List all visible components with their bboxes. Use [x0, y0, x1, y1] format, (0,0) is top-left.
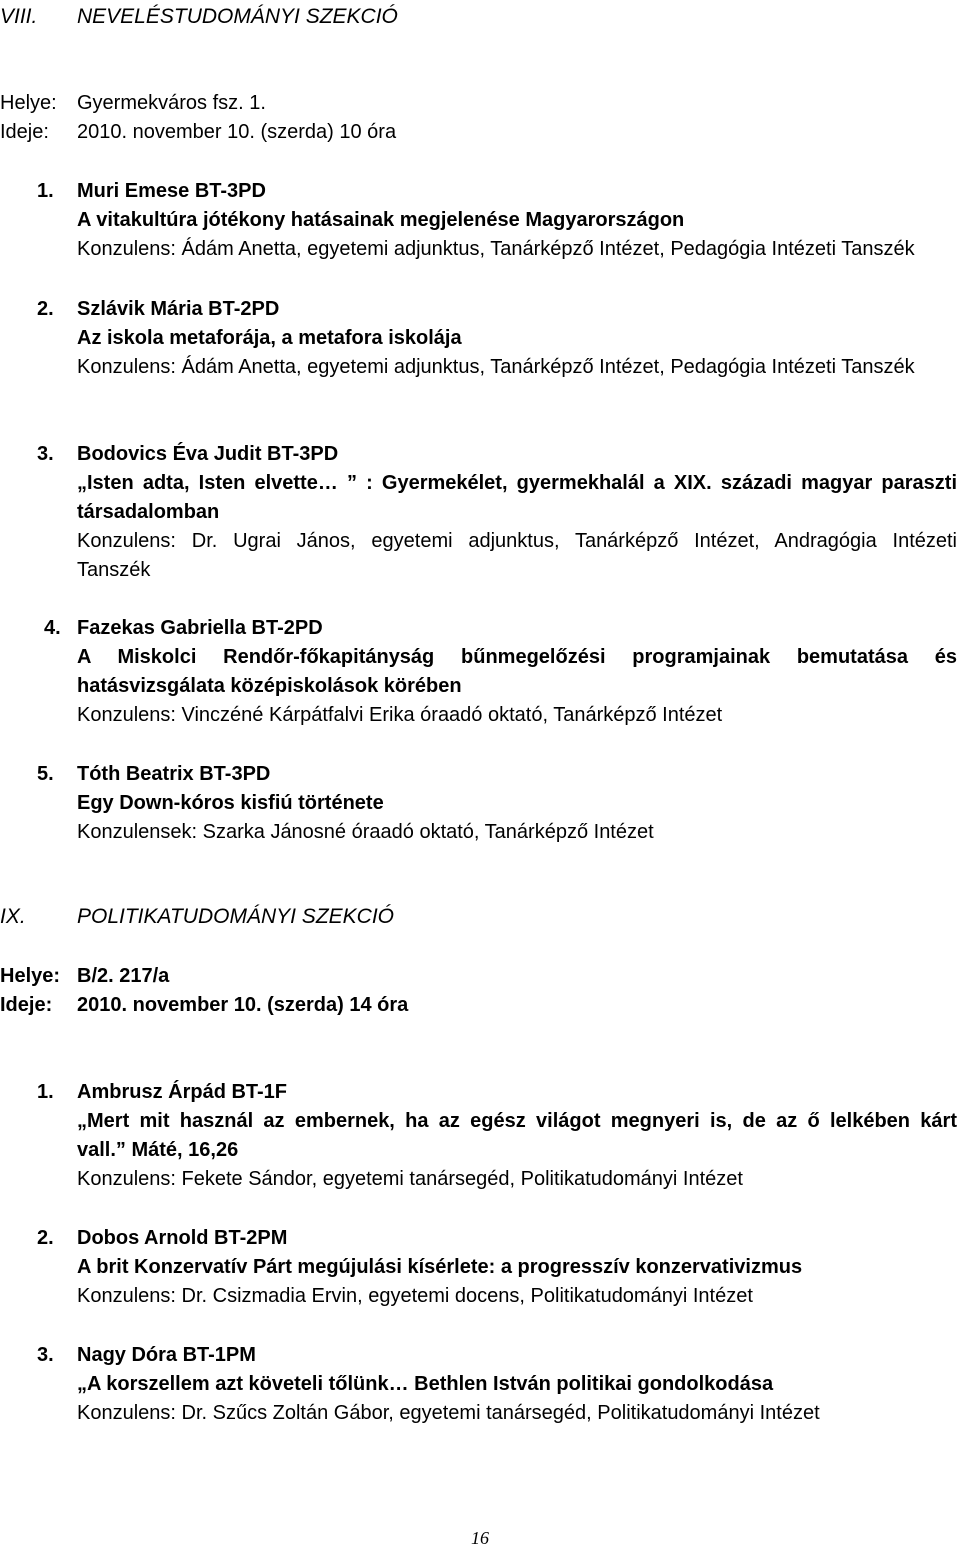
- entry-title: A brit Konzervatív Párt megújulási kísérlete: a progresszív konzervativizmus: [77, 1256, 803, 1278]
- time-label: Ideje:: [0, 121, 49, 143]
- section-number: VIII.: [0, 5, 38, 28]
- entry-title: „Isten adta, Isten elvette… ” : Gyermekélet, gyermekhalál a XIX. századi magyar paraszti: [77, 472, 957, 494]
- entry-consultant: Konzulens: Dr. Csizmadia Ervin, egyetemi docens, Politikatudományi Intézet: [77, 1285, 753, 1307]
- section-heading: [0, 2, 940, 32]
- entry-number: 1.: [37, 1081, 54, 1103]
- section-heading: [0, 902, 940, 932]
- entry-title: „Mert mit használ az embernek, ha az egész világot megnyeri is, de az ő lelkében kárt: [77, 1110, 957, 1132]
- entry-consultant-continued: Tanszék: [77, 559, 151, 581]
- entry-author: Dobos Arnold BT-2PM: [77, 1227, 288, 1249]
- entry-consultant: Konzulens: Fekete Sándor, egyetemi tanársegéd, Politikatudományi Intézet: [77, 1168, 743, 1190]
- section-title: POLITIKATUDOMÁNYI SZEKCIÓ: [77, 905, 394, 928]
- entry-title: Az iskola metaforája, a metafora iskolája: [77, 327, 462, 349]
- entry-number: 4.: [44, 617, 61, 639]
- entry-number: 3.: [37, 443, 54, 465]
- entry-number: 1.: [37, 180, 54, 202]
- entry-author: Nagy Dóra BT-1PM: [77, 1344, 256, 1366]
- page-number: 16: [471, 1528, 489, 1548]
- section-number: IX.: [0, 905, 26, 928]
- entry-consultant: Konzulens: Dr. Ugrai János, egyetemi adjunktus, Tanárképző Intézet, Andragógia Intézeti: [77, 530, 957, 552]
- entry-consultant: Konzulens: Ádám Anetta, egyetemi adjunktus, Tanárképző Intézet, Pedagógia Intézeti Tanszék: [77, 356, 915, 378]
- time-label: Ideje:: [0, 994, 53, 1016]
- entry-author: Fazekas Gabriella BT-2PD: [77, 617, 323, 639]
- entry-number: 2.: [37, 298, 54, 320]
- entry-consultant: Konzulens: Dr. Szűcs Zoltán Gábor, egyetemi tanársegéd, Politikatudományi Intézet: [77, 1402, 820, 1424]
- entry-consultant: Konzulens: Vinczéné Kárpátfalvi Erika óraadó oktató, Tanárképző Intézet: [77, 704, 723, 726]
- entry-author: Tóth Beatrix BT-3PD: [77, 763, 271, 785]
- entry-title-continued: társadalomban: [77, 501, 220, 523]
- entry-consultant: Konzulensek: Szarka Jánosné óraadó oktató, Tanárképző Intézet: [77, 821, 654, 843]
- entry-number: 3.: [37, 1344, 54, 1366]
- entry-title: A Miskolci Rendőr-főkapitányság bűnmegelőzési programjainak bemutatása és: [77, 646, 957, 668]
- entry-author: Muri Emese BT-3PD: [77, 180, 266, 202]
- entry-author: Ambrusz Árpád BT-1F: [77, 1081, 288, 1103]
- entry-title-continued: hatásvizsgálata középiskolások körében: [77, 675, 462, 697]
- time-value: 2010. november 10. (szerda) 10 óra: [77, 121, 397, 143]
- place-value: Gyermekváros fsz. 1.: [77, 92, 266, 114]
- place-label: Helye:: [0, 92, 57, 114]
- entry-title: Egy Down-kóros kisfiú története: [77, 792, 384, 814]
- entry-number: 5.: [37, 763, 54, 785]
- place-value: B/2. 217/a: [77, 965, 170, 987]
- entry-number: 2.: [37, 1227, 54, 1249]
- place-label: Helye:: [0, 965, 61, 987]
- entry-title: „A korszellem azt követeli tőlünk… Bethlen István politikai gondolkodása: [77, 1373, 774, 1395]
- section-title: NEVELÉSTUDOMÁNYI SZEKCIÓ: [77, 5, 398, 28]
- entry-title: A vitakultúra jótékony hatásainak megjelenése Magyarországon: [77, 209, 685, 231]
- entry-consultant: Konzulens: Ádám Anetta, egyetemi adjunktus, Tanárképző Intézet, Pedagógia Intézeti Tanszék: [77, 238, 915, 260]
- time-value: 2010. november 10. (szerda) 14 óra: [77, 994, 409, 1016]
- entry-author: Szlávik Mária BT-2PD: [77, 298, 280, 320]
- entry-author: Bodovics Éva Judit BT-3PD: [77, 443, 339, 465]
- entry-title-continued: vall.” Máté, 16,26: [77, 1139, 239, 1161]
